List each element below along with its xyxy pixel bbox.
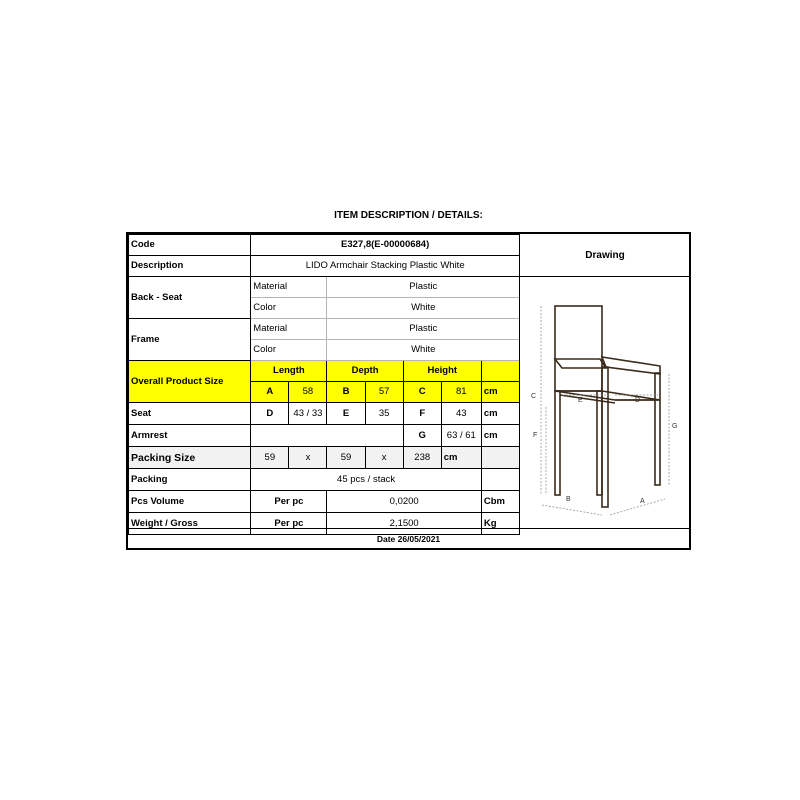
packing-size-length: 59 xyxy=(251,447,289,469)
dim-g-value: 63 / 61 xyxy=(441,425,481,447)
row-pcs-volume xyxy=(129,491,520,513)
height-header: Height xyxy=(403,361,481,382)
dim-f-label: F xyxy=(403,403,441,425)
drawing-label-a: A xyxy=(640,498,645,505)
row-frame-material xyxy=(129,319,520,340)
dim-b-value: 57 xyxy=(365,382,403,403)
packing-size-unit: cm xyxy=(441,447,481,469)
code-value: E327,8(E-00000684) xyxy=(251,235,520,256)
drawing-label-d: D xyxy=(635,397,641,404)
row-seat xyxy=(129,403,520,425)
chair-frame xyxy=(555,306,660,507)
drawing-label-b: B xyxy=(566,496,571,503)
chair-backrest xyxy=(555,306,602,391)
row-description xyxy=(129,256,520,277)
drawing-label-g: G xyxy=(672,423,678,430)
dim-e-value: 35 xyxy=(365,403,403,425)
chair-drawing xyxy=(520,277,690,528)
pcs-volume-label: Pcs Volume xyxy=(129,491,251,513)
back-seat-color-value: White xyxy=(327,298,520,319)
frame-label: Frame xyxy=(129,319,251,361)
chair-back-leg-left xyxy=(555,391,560,495)
length-header: Length xyxy=(251,361,327,382)
frame-color-value: White xyxy=(327,340,520,361)
depth-header: Depth xyxy=(327,361,403,382)
packing-value: 45 pcs / stack xyxy=(251,469,482,491)
frame-color-label: Color xyxy=(251,340,327,361)
chair-front-leg-right xyxy=(655,373,660,485)
frame-material-value: Plastic xyxy=(327,319,520,340)
packing-size-width: 59 xyxy=(327,447,365,469)
chair-armrest-right xyxy=(602,357,660,374)
overall-unit: cm xyxy=(481,382,519,403)
pcs-volume-value: 0,0200 xyxy=(327,491,481,513)
packing-size-x2: x xyxy=(365,447,403,469)
packing-spacer xyxy=(481,469,519,491)
dim-g-label: G xyxy=(403,425,441,447)
dim-c-label: C xyxy=(403,382,441,403)
row-packing-size xyxy=(129,447,520,469)
drawing-label-c: C xyxy=(531,393,537,400)
armrest-empty xyxy=(251,425,403,447)
chair-front-leg-left xyxy=(602,367,608,507)
dim-e-label: E xyxy=(327,403,365,425)
pcs-volume-unit: Cbm xyxy=(481,491,519,513)
seat-unit: cm xyxy=(481,403,519,425)
weight-value: 2,1500 xyxy=(327,513,481,535)
seat-label: Seat xyxy=(129,403,251,425)
drawing-label-e: E xyxy=(578,397,583,404)
frame-material-label: Material xyxy=(251,319,327,340)
overall-size-label: Overall Product Size xyxy=(129,361,251,403)
spec-sheet xyxy=(126,232,691,550)
weight-unit: Kg xyxy=(481,513,519,535)
pcs-volume-per: Per pc xyxy=(251,491,327,513)
armrest-label: Armrest xyxy=(129,425,251,447)
back-seat-label: Back - Seat xyxy=(129,277,251,319)
back-seat-material-value: Plastic xyxy=(327,277,520,298)
drawing-heading: Drawing xyxy=(519,234,690,277)
row-armrest xyxy=(129,425,520,447)
weight-per: Per pc xyxy=(251,513,327,535)
dim-d-label: D xyxy=(251,403,289,425)
packing-size-height: 238 xyxy=(403,447,441,469)
armrest-unit: cm xyxy=(481,425,519,447)
packing-size-x1: x xyxy=(289,447,327,469)
packing-label: Packing xyxy=(129,469,251,491)
row-code xyxy=(129,235,520,256)
code-label: Code xyxy=(129,235,251,256)
dim-c-value: 81 xyxy=(441,382,481,403)
dim-d-value: 43 / 33 xyxy=(289,403,327,425)
document-date: Date 26/05/2021 xyxy=(128,528,689,549)
dim-b-label: B xyxy=(327,382,365,403)
overall-header-spacer xyxy=(481,361,519,382)
packing-size-spacer xyxy=(481,447,519,469)
drawing-area xyxy=(519,277,690,528)
drawing-label-f: F xyxy=(533,432,538,439)
description-value: LIDO Armchair Stacking Plastic White xyxy=(251,256,520,277)
dim-a-value: 58 xyxy=(289,382,327,403)
back-seat-material-label: Material xyxy=(251,277,327,298)
chair-armrest-left xyxy=(555,359,606,368)
spec-table xyxy=(128,234,520,535)
row-overall-header xyxy=(129,361,520,382)
back-seat-color-label: Color xyxy=(251,298,327,319)
packing-size-label: Packing Size xyxy=(129,447,251,469)
dim-f-value: 43 xyxy=(441,403,481,425)
document-title: ITEM DESCRIPTION / DETAILS: xyxy=(334,210,483,221)
weight-label: Weight / Gross xyxy=(129,513,251,535)
row-packing xyxy=(129,469,520,491)
description-label: Description xyxy=(129,256,251,277)
dim-a-label: A xyxy=(251,382,289,403)
row-back-seat-material xyxy=(129,277,520,298)
